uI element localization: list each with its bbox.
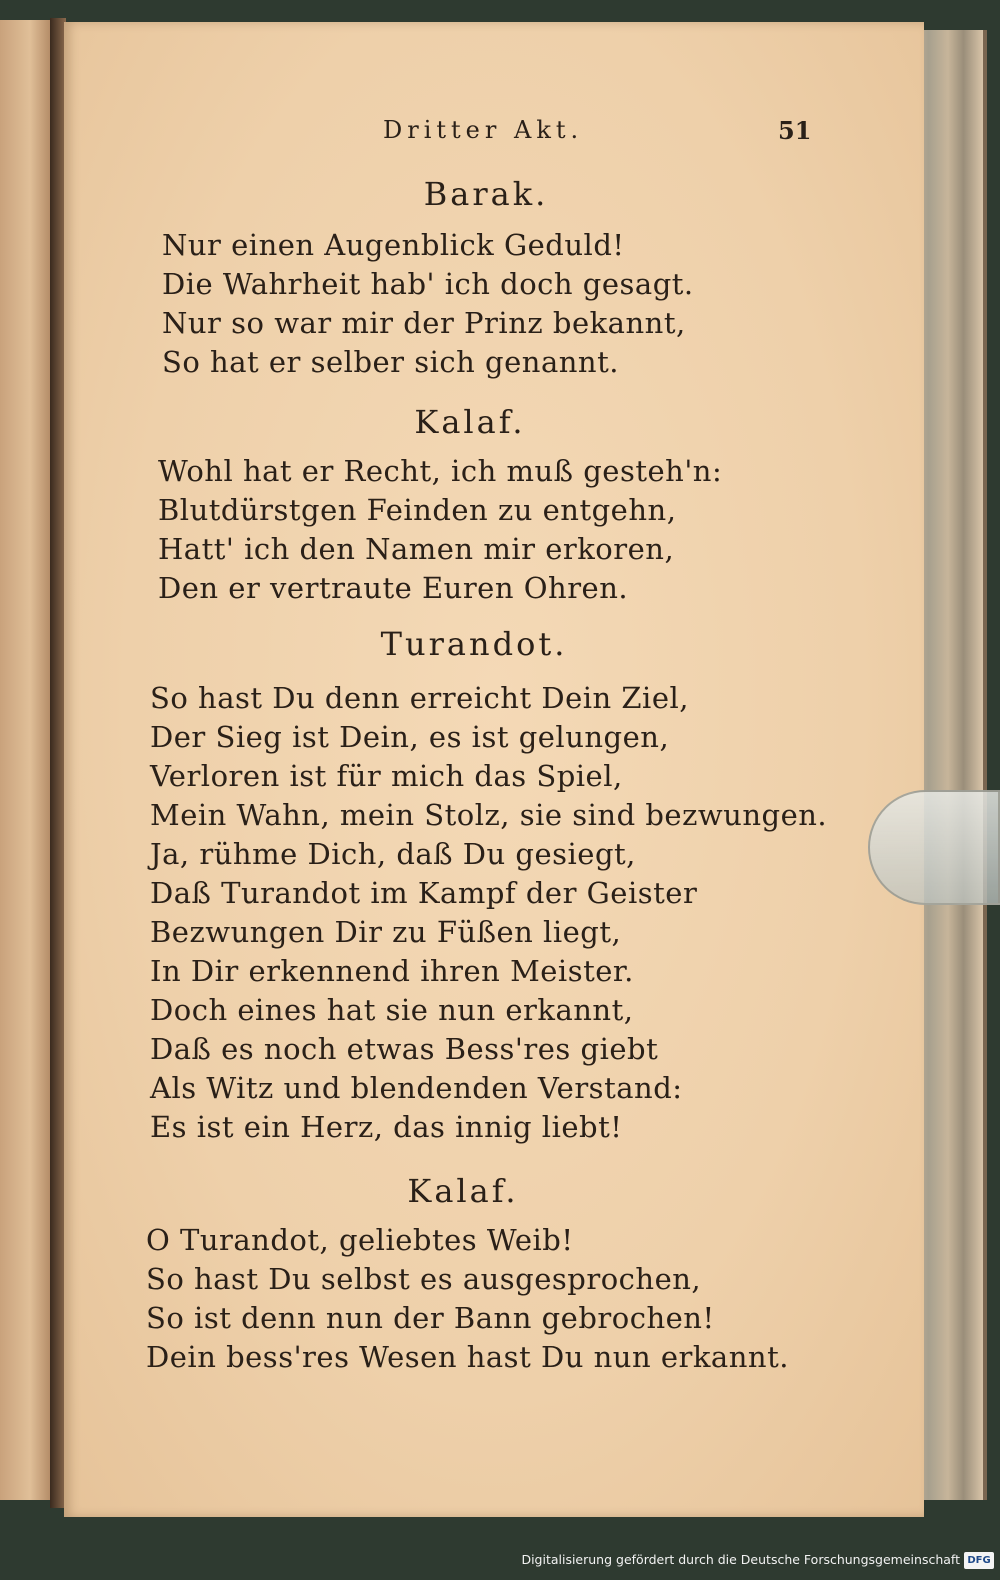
dfg-logo: DFG (964, 1552, 994, 1569)
verse-block (162, 226, 694, 382)
verse-line: Es ist ein Herz, das innig liebt! (150, 1110, 623, 1144)
verse-line: Verloren ist für mich das Spiel, (150, 759, 623, 793)
verse-line: Nur einen Augenblick Geduld! (162, 228, 625, 262)
verse-line: Daß Turandot im Kampf der Geister (150, 876, 698, 910)
verse-line: Wohl hat er Recht, ich muß gesteh'n: (158, 454, 723, 488)
verse-line: Daß es noch etwas Bess'res giebt (150, 1032, 659, 1066)
verse-line: O Turandot, geliebtes Weib! (146, 1223, 574, 1257)
header-title: Dritter Akt. (383, 116, 584, 144)
verse-line: Die Wahrheit hab' ich doch gesagt. (162, 267, 694, 301)
verse-line: Der Sieg ist Dein, es ist gelungen, (150, 720, 670, 754)
page-number: 51 (778, 116, 812, 145)
speaker-heading: Kalaf. (414, 403, 526, 441)
verse-line: Als Witz und blendenden Verstand: (150, 1071, 683, 1105)
verse-line: Dein bess'res Wesen hast Du nun erkannt. (146, 1340, 789, 1374)
verse-line: So hat er selber sich genannt. (162, 345, 619, 379)
page-clip-tab (868, 790, 1000, 905)
speaker-heading: Barak. (423, 175, 549, 213)
verse-line: Ja, rühme Dich, daß Du gesiegt, (150, 837, 636, 871)
verse-line: Den er vertraute Euren Ohren. (158, 571, 629, 605)
verse-line: Mein Wahn, mein Stolz, sie sind bezwungen. (150, 798, 828, 832)
left-page-edge (0, 20, 53, 1500)
running-header (340, 116, 820, 152)
verse-line: Doch eines hat sie nun erkannt, (150, 993, 634, 1027)
verse-line: So hast Du selbst es ausgesprochen, (146, 1262, 702, 1296)
verse-line: So hast Du denn erreicht Dein Ziel, (150, 681, 689, 715)
verse-line: Nur so war mir der Prinz bekannt, (162, 306, 686, 340)
verse-block (150, 679, 827, 1147)
verse-block (158, 452, 722, 608)
verse-line: So ist denn nun der Bann gebrochen! (146, 1301, 715, 1335)
digitization-credit: Digitalisierung gefördert durch die Deutsche Forschungsgemeinschaft (521, 1552, 960, 1567)
verse-line: Blutdürstgen Feinden zu entgehn, (158, 493, 677, 527)
verse-block (146, 1221, 789, 1377)
speaker-heading: Turandot. (380, 625, 568, 663)
verse-line: Hatt' ich den Namen mir erkoren, (158, 532, 675, 566)
verse-line: In Dir erkennend ihren Meister. (150, 954, 634, 988)
speaker-heading: Kalaf. (407, 1172, 519, 1210)
verse-line: Bezwungen Dir zu Füßen liegt, (150, 915, 622, 949)
